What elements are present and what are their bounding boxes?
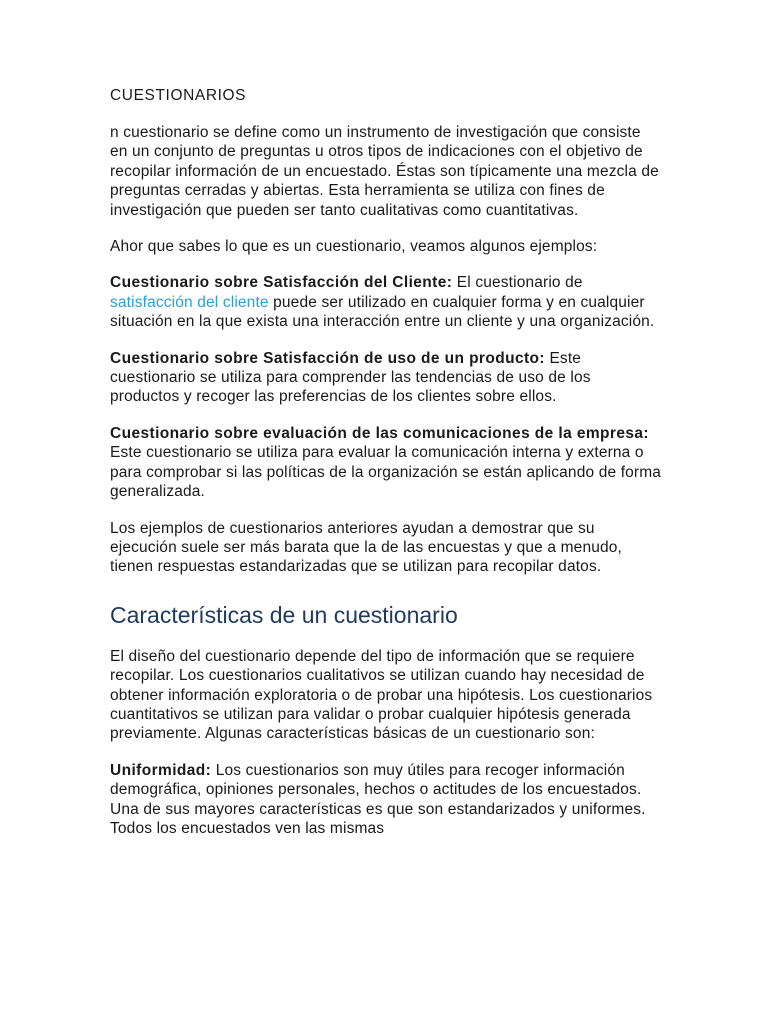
customer-satisfaction-link[interactable]: satisfacción del cliente	[110, 293, 269, 311]
example-company-communications	[110, 424, 662, 502]
intro-paragraph: n cuestionario se define como un instrumento de investigación que consiste en un conjunto de preguntas u otros tipos de indicaciones con el objetivo de recopilar información de un encuestado. Éstas son típicamente una mezcla de preguntas cerradas y abiertas. Esta herramienta se utiliza con fines de investigación que pueden ser tanto cualitativas como cuantitativas.	[110, 124, 659, 219]
example-term: Cuestionario sobre evaluación de las comunicaciones de la empresa:	[110, 424, 649, 442]
example-text: Este cuestionario se utiliza para comprender las tendencias de uso de los productos y recoger las preferencias de los clientes sobre ellos.	[110, 349, 591, 406]
example-customer-satisfaction	[110, 273, 662, 331]
feature-text: Los cuestionarios son muy útiles para recoger información demográfica, opiniones personales, hechos o actitudes de los encuestados. Una de sus mayores características es que son estandarizados y uniformes. Todos los encuestados ven las mismas	[110, 761, 646, 837]
section-intro-paragraph: El diseño del cuestionario depende del tipo de información que se requiere recopilar. Los cuestionarios cualitativos se utilizan cuando hay necesidad de obtener información exploratoria o de probar una hipótesis. Los cuestionarios cuantitativos se utilizan para validar o probar cualquier hipótesis generada previamente. Algunas características básicas de un cuestionario son:	[110, 647, 653, 743]
feature-uniformity	[110, 761, 662, 839]
section-heading: Características de un cuestionario	[110, 601, 458, 628]
example-text: Este cuestionario se utiliza para evaluar la comunicación interna y externa o para comprobar si las políticas de la organización se están aplicando de forma generalizada.	[110, 444, 662, 501]
document-title: CUESTIONARIOS	[110, 87, 247, 104]
examples-intro-paragraph: Ahor que sabes lo que es un cuestionario, veamos algunos ejemplos:	[110, 238, 598, 256]
document-page	[110, 86, 662, 855]
summary-paragraph: Los ejemplos de cuestionarios anteriores ayudan a demostrar que su ejecución suele ser más barata que la de las encuestas y que a menudo, tienen respuestas estandarizadas que se utilizan para recopilar datos.	[110, 519, 622, 576]
feature-term: Uniformidad:	[110, 761, 212, 779]
example-text: El cuestionario de	[452, 274, 583, 292]
example-term: Cuestionario sobre Satisfacción de uso de un producto:	[110, 349, 545, 367]
example-text: puede ser utilizado en cualquier forma y en cualquier situación en la que exista una interacción entre un cliente y una organización.	[110, 293, 655, 331]
example-term: Cuestionario sobre Satisfacción del Cliente:	[110, 274, 453, 292]
example-product-satisfaction	[110, 349, 662, 407]
